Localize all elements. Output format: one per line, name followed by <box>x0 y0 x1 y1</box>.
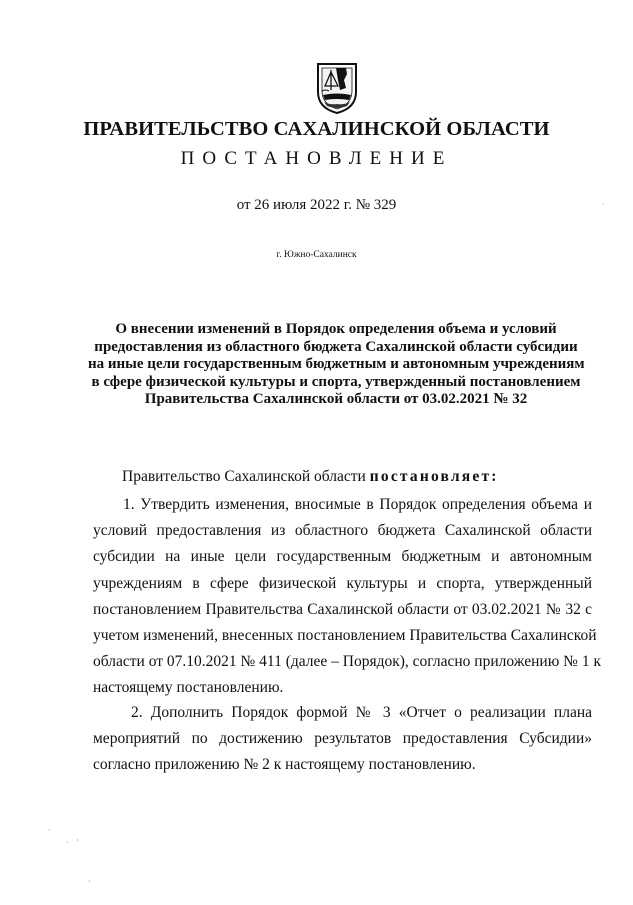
paragraph-line: согласно приложению № 2 к настоящему постановлению. <box>93 756 476 774</box>
paragraph-line: условий предоставления из областного бюджета Сахалинской области <box>93 522 592 540</box>
paragraph-line: 2. Дополнить Порядок формой № 3 «Отчет о реализации плана <box>131 704 592 721</box>
paragraph-line: учетом изменений, внесенных постановлением Правительства Сахалинской <box>93 627 597 645</box>
scan-speck: · <box>66 838 69 847</box>
decree-word: постановляет: <box>369 468 499 485</box>
scan-speck: · <box>76 836 79 845</box>
scan-speck: · <box>48 826 51 835</box>
scan-speck: · <box>602 200 605 209</box>
paragraph-line: 1. Утвердить изменения, вносимые в Порядок определения объема и <box>123 496 592 513</box>
paragraph-line: учреждениям в сфере физической культуры и спорта, утвержденный <box>93 574 592 592</box>
paragraph-line: области от 07.10.2021 № 411 (далее – Порядок), согласно приложению № 1 к <box>93 653 601 671</box>
scan-speck: · <box>88 877 91 886</box>
document-title <box>88 321 584 409</box>
title-line: предоставления из областного бюджета Сахалинской области субсидии <box>94 338 578 355</box>
paragraph-line: субсидии на иные цели государственным бюджетным и автономным <box>93 548 592 566</box>
document-city: г. Южно-Сахалинск <box>276 250 357 260</box>
paragraph-line: мероприятий по достижению результатов предоставления Субсидии» <box>93 730 592 748</box>
title-line: Правительства Сахалинской области от 03.02.2021 № 32 <box>144 391 528 407</box>
preamble <box>122 468 499 486</box>
title-line: на иные цели государственным бюджетным и автономным учреждениям <box>88 356 585 372</box>
title-line: О внесении изменений в Порядок определения объема и условий <box>115 321 557 337</box>
paragraph-1 <box>93 492 601 702</box>
title-line: в сфере физической культуры и спорта, утвержденный постановлением <box>91 373 581 390</box>
preamble-text: Правительство Сахалинской области <box>122 468 370 485</box>
sakhalin-coat-of-arms-icon <box>316 62 358 114</box>
document-type: ПОСТАНОВЛЕНИЕ <box>180 148 453 169</box>
paragraph-2 <box>93 700 592 779</box>
paragraph-line: постановлением Правительства Сахалинской области от 03.02.2021 № 32 с <box>93 600 592 618</box>
document-date-number: от 26 июля 2022 г. № 329 <box>236 197 397 213</box>
organization-name: ПРАВИТЕЛЬСТВО САХАЛИНСКОЙ ОБЛАСТИ <box>83 118 550 140</box>
paragraph-line: настоящему постановлению. <box>93 679 284 697</box>
